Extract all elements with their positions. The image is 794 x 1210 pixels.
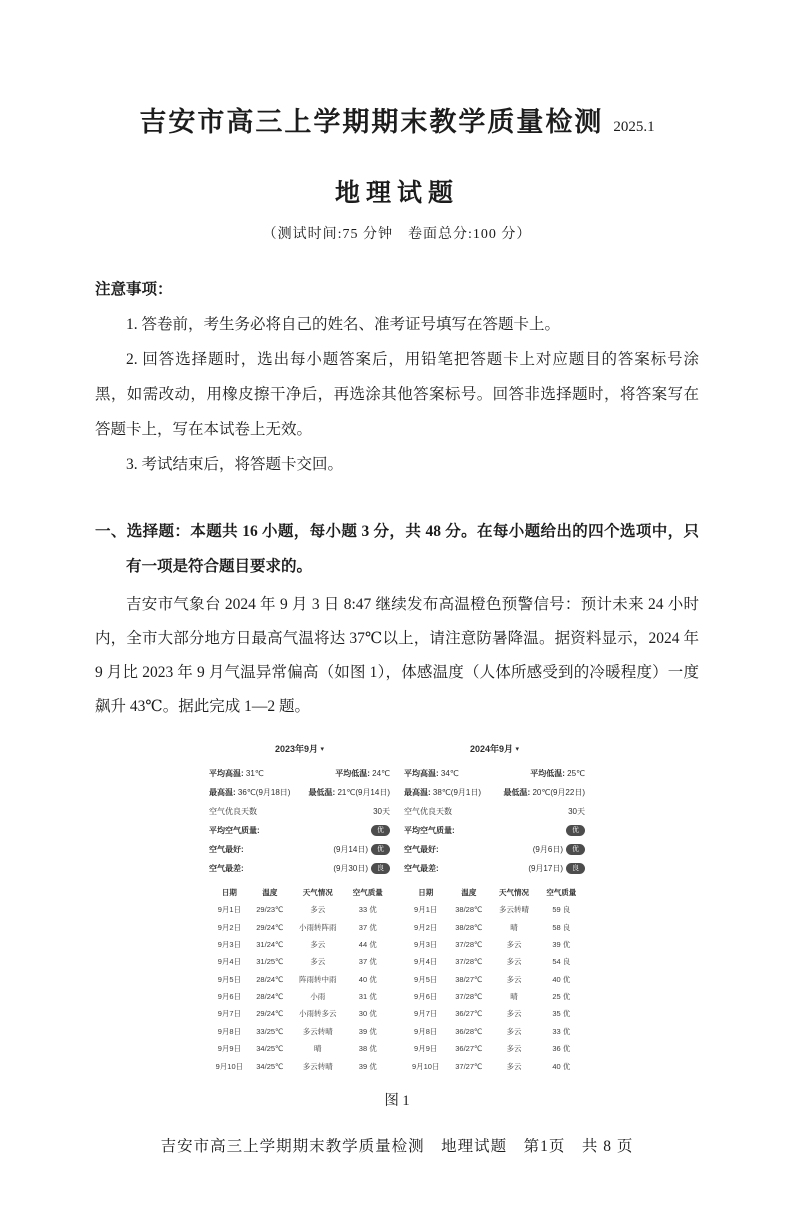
column-header: 温度 — [461, 888, 477, 897]
stat-left: 平均高温: 34℃ — [404, 769, 459, 778]
air-days-label: 空气优良天数 — [209, 807, 257, 816]
air-days-value: 30天 — [568, 807, 585, 816]
air-quality-label: 平均空气质量: — [404, 826, 455, 835]
table-row — [209, 936, 390, 953]
table-row — [209, 988, 390, 1005]
table-cell: 9月10日 — [411, 1061, 440, 1071]
table-cell: 多云 — [506, 1061, 522, 1071]
table-cell: 39 优 — [552, 939, 571, 949]
notice-heading: 注意事项： — [95, 281, 173, 298]
notice-item-2: 2. 回答选择题时，选出每小题答案后，用铅笔把答题卡上对应题目的答案标号涂黑，如需改动，用橡皮擦干净后，再选涂其他答案标号。回答非选择题时，将答案写在答题卡上，写在本试卷上无效。 — [95, 351, 699, 438]
table-cell: 58 良 — [552, 922, 571, 932]
stat-label: 最低温: — [308, 788, 336, 797]
stat-row — [209, 764, 390, 783]
weather-comparison-figure — [209, 742, 585, 1075]
air-quality-badge: 良 — [371, 863, 390, 874]
table-cell: 36/27℃ — [455, 1044, 483, 1054]
table-cell: 36/28℃ — [455, 1026, 483, 1036]
table-cell: 33 优 — [552, 1026, 571, 1036]
month-selector — [209, 742, 390, 755]
table-cell: 29/24℃ — [256, 1009, 284, 1019]
table-cell: 9月10日 — [215, 1061, 244, 1071]
air-quality-value — [533, 840, 585, 859]
air-quality-row — [404, 840, 585, 859]
exam-date: 2025.1 — [613, 119, 655, 135]
stat-label: 最低温: — [503, 788, 531, 797]
stat-left: 最高温: 38℃(9月1日) — [404, 788, 482, 797]
daily-weather-table — [404, 884, 585, 1075]
table-row — [404, 1023, 585, 1040]
table-cell: 多云 — [310, 957, 326, 967]
table-cell: 多云 — [506, 957, 522, 967]
stat-label: 最高温: — [404, 788, 431, 797]
table-cell: 38/28℃ — [455, 905, 483, 915]
air-quality-badge: 优 — [566, 825, 585, 836]
table-cell: 34/25℃ — [256, 1044, 284, 1054]
table-row — [209, 1057, 390, 1074]
stat-right: 最低温: 21℃(9月14日) — [308, 788, 390, 797]
air-quality-row — [404, 859, 585, 878]
table-cell: 25 优 — [552, 992, 571, 1002]
air-quality-badge: 优 — [566, 844, 585, 855]
table-cell: 多云转晴 — [498, 905, 529, 915]
table-cell: 晴 — [510, 922, 518, 932]
subject-title: 地理试题 — [334, 180, 459, 207]
stat-label: 平均低温: — [335, 769, 370, 778]
stat-label: 平均高温: — [404, 769, 439, 778]
stat-row — [404, 783, 585, 802]
table-cell: 34/25℃ — [256, 1061, 284, 1071]
stat-row — [209, 783, 390, 802]
table-cell: 33 优 — [358, 905, 377, 915]
table-cell: 小雨转多云 — [299, 1009, 337, 1019]
table-cell: 37/27℃ — [455, 1061, 483, 1071]
figure-1 — [209, 742, 585, 1110]
chevron-down-icon: ▾ — [320, 746, 325, 753]
table-cell: 9月8日 — [217, 1026, 242, 1036]
table-cell: 多云转晴 — [302, 1061, 333, 1071]
table-row — [404, 936, 585, 953]
table-row — [209, 918, 390, 935]
table-cell: 多云 — [506, 939, 522, 949]
stat-right: 平均低温: 25℃ — [530, 769, 585, 778]
month-label: 2024年9月 — [469, 744, 516, 754]
section-heading: 一、选择题：本题共 16 小题，每小题 3 分，共 48 分。在每小题给出的四个选项中，只有一项是符合题目要求的。 — [95, 523, 699, 575]
air-quality-label: 空气最好: — [209, 845, 244, 854]
table-row — [209, 971, 390, 988]
table-row — [209, 901, 390, 918]
table-row — [209, 1023, 390, 1040]
table-cell: 30 优 — [358, 1009, 377, 1019]
air-quality-label: 空气最差: — [209, 864, 244, 873]
air-quality-badge: 良 — [566, 863, 585, 874]
table-cell: 31/24℃ — [256, 939, 284, 949]
column-header: 天气情况 — [498, 888, 529, 897]
table-cell: 9月1日 — [414, 905, 438, 915]
stat-label: 最高温: — [209, 788, 236, 797]
air-quality-value — [371, 825, 390, 836]
air-quality-value — [333, 859, 390, 878]
air-quality-label: 平均空气质量: — [209, 826, 260, 835]
air-quality-date: (9月14日) — [333, 845, 368, 854]
stat-right: 最低温: 20℃(9月22日) — [503, 788, 585, 797]
table-cell: 小雨转阵雨 — [299, 922, 337, 932]
stat-left: 平均高温: 31℃ — [209, 769, 264, 778]
table-cell: 9月1日 — [217, 905, 242, 915]
table-row — [404, 901, 585, 918]
exam-title: 吉安市高三上学期期末教学质量检测 — [139, 107, 604, 137]
table-row — [209, 1005, 390, 1022]
column-header: 温度 — [262, 888, 278, 897]
air-quality-row — [209, 840, 390, 859]
table-row — [404, 971, 585, 988]
table-cell: 多云转晴 — [302, 1026, 333, 1036]
table-row — [404, 953, 585, 970]
stat-right: 平均低温: 24℃ — [335, 769, 390, 778]
table-cell: 37/28℃ — [455, 957, 483, 967]
column-header: 日期 — [418, 888, 434, 897]
stat-label: 平均高温: — [209, 769, 244, 778]
table-cell: 36/27℃ — [455, 1009, 483, 1019]
table-cell: 33/25℃ — [256, 1026, 284, 1036]
air-quality-date: (9月30日) — [333, 864, 368, 873]
air-days-label: 空气优良天数 — [404, 807, 452, 816]
table-cell: 9月9日 — [217, 1044, 242, 1054]
stat-label: 平均低温: — [530, 769, 565, 778]
column-header: 空气质量 — [352, 888, 383, 897]
air-quality-badge: 优 — [371, 844, 390, 855]
table-cell: 多云 — [506, 1009, 522, 1019]
air-quality-row — [404, 821, 585, 840]
table-row — [209, 953, 390, 970]
air-quality-value — [528, 859, 585, 878]
table-cell: 40 优 — [552, 974, 571, 984]
month-label: 2023年9月 — [274, 744, 321, 754]
table-cell: 29/24℃ — [256, 922, 284, 932]
air-quality-value — [566, 825, 585, 836]
table-row — [404, 1005, 585, 1022]
exam-meta: （测试时间:75 分钟 卷面总分:100 分） — [262, 227, 532, 242]
table-row — [404, 1040, 585, 1057]
table-cell: 多云 — [310, 905, 326, 915]
table-cell: 37 优 — [358, 957, 377, 967]
table-cell: 38 优 — [358, 1044, 377, 1054]
exam-title-line — [95, 100, 699, 139]
air-quality-label: 空气最好: — [404, 845, 439, 854]
table-header-row — [209, 884, 390, 901]
table-cell: 9月9日 — [414, 1044, 438, 1054]
column-header: 天气情况 — [302, 888, 333, 897]
table-cell: 9月8日 — [414, 1026, 438, 1036]
column-header: 空气质量 — [546, 888, 577, 897]
table-cell: 39 优 — [358, 1026, 377, 1036]
table-cell: 9月5日 — [217, 974, 242, 984]
table-cell: 阵雨转中雨 — [299, 974, 337, 984]
month-selector — [404, 742, 585, 755]
table-cell: 晴 — [314, 1044, 322, 1054]
table-cell: 38/28℃ — [455, 922, 483, 932]
table-cell: 40 优 — [358, 974, 377, 984]
table-cell: 36 优 — [552, 1044, 571, 1054]
table-cell: 9月2日 — [414, 922, 438, 932]
table-cell: 9月6日 — [217, 992, 242, 1002]
table-cell: 9月6日 — [414, 992, 438, 1002]
table-cell: 9月7日 — [217, 1009, 242, 1019]
table-cell: 31/25℃ — [256, 957, 284, 967]
table-cell: 54 良 — [552, 957, 571, 967]
air-quality-label: 空气最差: — [404, 864, 439, 873]
table-row — [404, 988, 585, 1005]
table-cell: 9月2日 — [217, 922, 242, 932]
table-cell: 39 优 — [358, 1061, 377, 1071]
notice-section — [95, 273, 699, 482]
table-cell: 28/24℃ — [256, 974, 284, 984]
air-quality-row — [209, 821, 390, 840]
air-days-value: 30天 — [373, 807, 390, 816]
weather-panel-2023年9月 — [209, 742, 390, 1075]
page-footer: 吉安市高三上学期期末教学质量检测 地理试题 第1页 共 8 页 — [160, 1137, 634, 1155]
table-cell: 9月3日 — [414, 939, 438, 949]
air-quality-row — [209, 859, 390, 878]
air-days-row — [404, 802, 585, 821]
air-quality-date: (9月17日) — [528, 864, 563, 873]
table-cell: 35 优 — [552, 1009, 571, 1019]
table-cell: 9月4日 — [217, 957, 242, 967]
column-header: 日期 — [221, 888, 237, 897]
table-cell: 28/24℃ — [256, 992, 284, 1002]
table-cell: 9月3日 — [217, 939, 242, 949]
notice-item-1: 1. 答卷前，考生务必将自己的姓名、准考证号填写在答题卡上。 — [126, 316, 561, 333]
table-cell: 29/23℃ — [256, 905, 284, 915]
table-cell: 多云 — [506, 1026, 522, 1036]
table-cell: 多云 — [310, 939, 326, 949]
table-cell: 晴 — [510, 992, 518, 1002]
stat-row — [404, 764, 585, 783]
table-header-row — [404, 884, 585, 901]
air-days-row — [209, 802, 390, 821]
table-cell: 9月5日 — [414, 974, 438, 984]
table-cell: 44 优 — [358, 939, 377, 949]
weather-panel-2024年9月 — [404, 742, 585, 1075]
air-quality-badge: 优 — [371, 825, 390, 836]
table-row — [404, 918, 585, 935]
table-cell: 38/27℃ — [455, 974, 483, 984]
table-cell: 多云 — [506, 1044, 522, 1054]
air-quality-value — [333, 840, 390, 859]
table-cell: 37/28℃ — [455, 992, 483, 1002]
question-passage: 吉安市气象台 2024 年 9 月 3 日 8:47 继续发布高温橙色预警信号：预计未来 24 小时内，全市大部分地方日最高气温将达 37℃以上，请注意防暑降温。据资料显示，2024 年 9 月比 2023 年 9 月气温异常偏高（如图 1），体感温度（人体所感受到的冷暖程度）一度飙升 43℃。据此完成 1—2 题。 — [95, 596, 699, 715]
table-row — [209, 1040, 390, 1057]
table-cell: 31 优 — [358, 992, 377, 1002]
table-cell: 多云 — [506, 974, 522, 984]
table-cell: 9月7日 — [414, 1009, 438, 1019]
table-cell: 37 优 — [358, 922, 377, 932]
air-quality-date: (9月6日) — [532, 845, 563, 854]
daily-weather-table — [209, 884, 390, 1075]
table-cell: 小雨 — [310, 992, 326, 1002]
table-cell: 59 良 — [552, 905, 571, 915]
table-cell: 37/28℃ — [455, 939, 483, 949]
notice-item-3: 3. 考试结束后，将答题卡交回。 — [126, 456, 344, 473]
table-row — [404, 1057, 585, 1074]
stat-left: 最高温: 36℃(9月18日) — [209, 788, 291, 797]
table-cell: 40 优 — [552, 1061, 571, 1071]
figure-caption: 图 1 — [384, 1092, 410, 1109]
table-cell: 9月4日 — [414, 957, 438, 967]
chevron-down-icon: ▾ — [515, 746, 520, 753]
